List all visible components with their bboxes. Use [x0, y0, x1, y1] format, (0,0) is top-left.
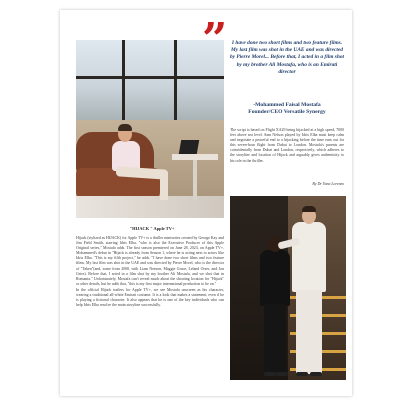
- article-body: [76, 236, 224, 309]
- quote-author: [228, 102, 346, 116]
- article-paragraph: Hijack (stylized as HIJACK) for Apple TV+ is a thriller miniseries created by George Kay and Jim Field Smith, starring Idris Elba, "who is also the Executive Producer of this Apple Original series," Mostafa adds. The first season premiered on June 28, 2023, on Apple TV+. Mohammed's debut in "Hijack is already from Season 1, where he is acting next to actors like Idris Elba. "This is my fifth project," he adds. "I have done two short films and two feature films. My last film was shot in the UAE and was directed by Pierre Morel, who is the director of "Taken"(and, some from 2008, with Liam Neeson, Maggie Grace, Leland Orser, and Jon Gries). Before that, I acted in a film shot by my brother Ali Mostafa, and we shot that in Romania." Unfortunately, Mostafa can't reveal much about the shooting location for "Hijack" or other details, but he adds that, "this is my first major international production to be on.": [76, 236, 224, 286]
- quote-mark-icon: ”: [202, 14, 228, 65]
- quote-author-name: -Mohammed Faisal Mostafa: [253, 102, 321, 108]
- quote-author-title: Founder/CEO Versatile Synergy: [248, 109, 326, 116]
- pull-quote: I have done two short films and two feature films. My last film was shot in the UAE and was directed by Pierre Morel... Before that, I acted in a film shot by my brother Ali Mostafa, who is an Emirati director: [229, 40, 345, 75]
- section-title: "HIJACK " Apple TV+: [129, 226, 175, 231]
- photo-two-men-staircase: [230, 196, 346, 380]
- magazine-page: [60, 10, 352, 396]
- byline: By Dr Yana Lorenzo: [312, 182, 344, 186]
- article-intro: The script is based on Flight XA29 being hijacked at a high speed, 7000 feet above sea level. Sam Nelson played by Idris Elba must keep calm and negotiate a peaceful end to a hijacking before the time runs out for this seven-hour flight from Dubai to London. Mostafa's parents are coincidentally from Dubai and London, respectively, which adheres to the storyline and location of Hijack and arguably gives authenticity to his role in the thriller.: [230, 128, 344, 163]
- article-paragraph: In the official Hijack trailers for Apple TV+, we see Mostafa onscreen as his character, wearing a traditional all-white Emirati costume. It is a look that makes a statement, even if he is playing a fictional character. It also appears that he is one of the key individuals who can help Idris Elba resolve the main storyline successfully.: [76, 287, 224, 308]
- photo-man-on-sofa: [76, 40, 224, 218]
